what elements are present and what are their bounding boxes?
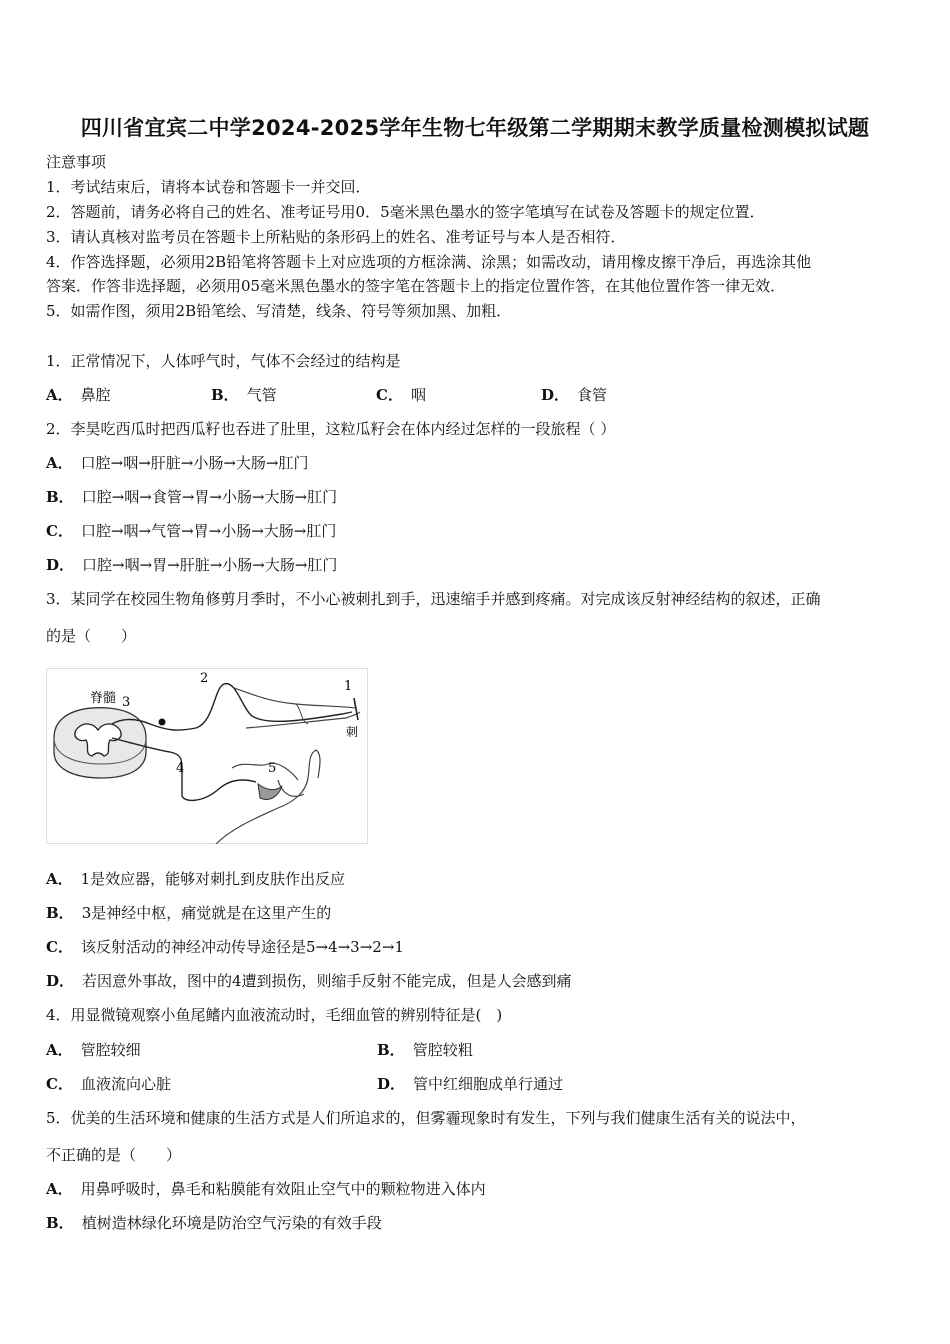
label-5: 5	[268, 761, 277, 776]
option-a: A． 用鼻呼吸时，鼻毛和粘膜能有效阻止空气中的颗粒物进入体内	[46, 1180, 486, 1198]
notice-item: 2．答题前，请务必将自己的姓名、准考证号用0．5毫米黑色墨水的签字笔填写在试卷及答题卡的规定位置．	[46, 203, 765, 221]
label-4: 4	[176, 761, 185, 776]
option-a: A． 1是效应器，能够对刺扎到皮肤作出反应	[46, 870, 346, 888]
option-c: C． 该反射活动的神经冲动传导途径是5→4→3→2→1	[46, 938, 404, 956]
question-4-options-row2	[46, 1074, 906, 1094]
question-5-stem-cont: 不正确的是（ ）	[46, 1146, 182, 1164]
option-c: C． 口腔→咽→气管→胃→小肠→大肠→肛门	[46, 522, 337, 540]
label-1: 1	[344, 679, 353, 694]
option-d: D． 若因意外事故，图中的4遭到损伤，则缩手反射不能完成，但是人会感到痛	[46, 972, 572, 990]
option-c: C． 血液流向心脏	[46, 1075, 171, 1093]
option-a: A． 管腔较细	[46, 1041, 141, 1059]
option-d: D． 口腔→咽→胃→肝脏→小肠→大肠→肛门	[46, 556, 338, 574]
label-2: 2	[200, 671, 209, 686]
option-b: B． 管腔较粗	[377, 1041, 473, 1059]
question-3-stem: 3．某同学在校园生物角修剪月季时，不小心被刺扎到手，迅速缩手并感到疼痛。对完成该反射神经结构的叙述，正确	[46, 590, 821, 608]
option-a: A． 口腔→咽→肝脏→小肠→大肠→肛门	[46, 454, 309, 472]
label-spinal-cord: 脊髓	[90, 691, 117, 706]
option-b: B． 3是神经中枢，痛觉就是在这里产生的	[46, 904, 332, 922]
reflex-arc-diagram	[46, 668, 368, 844]
notice-item: 1．考试结束后，请将本试卷和答题卡一并交回．	[46, 178, 371, 196]
option-c: C． 咽	[376, 386, 426, 404]
option-b: B． 植树造林绿化环境是防治空气污染的有效手段	[46, 1214, 382, 1232]
page-title: 四川省宜宾二中学2024-2025学年生物七年级第二学期期末教学质量检测模拟试题	[80, 116, 870, 140]
reflex-arc-figure	[46, 668, 368, 844]
question-1-stem: 1．正常情况下，人体呼气时，气体不会经过的结构是	[46, 352, 401, 370]
notice-item: 4．作答选择题，必须用2B铅笔将答题卡上对应选项的方框涂满、涂黑；如需改动，请用橡皮擦干净后，再选涂其他	[46, 253, 812, 271]
notice-item: 3．请认真核对监考员在答题卡上所粘贴的条形码上的姓名、准考证号与本人是否相符．	[46, 228, 626, 246]
option-a: A． 鼻腔	[46, 386, 111, 404]
neuron-cell-body	[159, 719, 166, 726]
question-1-options	[46, 385, 906, 405]
question-4-options-row1	[46, 1040, 906, 1060]
option-d: D． 食管	[541, 386, 608, 404]
option-b: B． 气管	[211, 386, 277, 404]
question-2-stem: 2．李昊吃西瓜时把西瓜籽也吞进了肚里，这粒瓜籽会在体内经过怎样的一段旅程（ ）	[46, 420, 616, 438]
label-3: 3	[122, 695, 131, 710]
notice-item: 答案．作答非选择题，必须用05毫米黑色墨水的签字笔在答题卡上的指定位置作答，在其他位置作答一律无效．	[46, 277, 786, 295]
question-3-stem-cont: 的是（ ）	[46, 627, 137, 645]
question-4-stem: 4．用显微镜观察小鱼尾鳍内血液流动时，毛细血管的辨别特征是( )	[46, 1006, 503, 1024]
option-b: B． 口腔→咽→食管→胃→小肠→大肠→肛门	[46, 488, 338, 506]
question-5-stem: 5．优美的生活环境和健康的生活方式是人们所追求的，但雾霾现象时有发生，下列与我们健康生活有关的说法中，	[46, 1109, 806, 1127]
notice-item: 5．如需作图，须用2B铅笔绘、写清楚，线条、符号等须加黑、加粗．	[46, 302, 512, 320]
option-d: D． 管中红细胞成单行通过	[377, 1075, 564, 1093]
notice-heading: 注意事项	[46, 153, 107, 171]
label-thorn: 刺	[346, 725, 359, 739]
